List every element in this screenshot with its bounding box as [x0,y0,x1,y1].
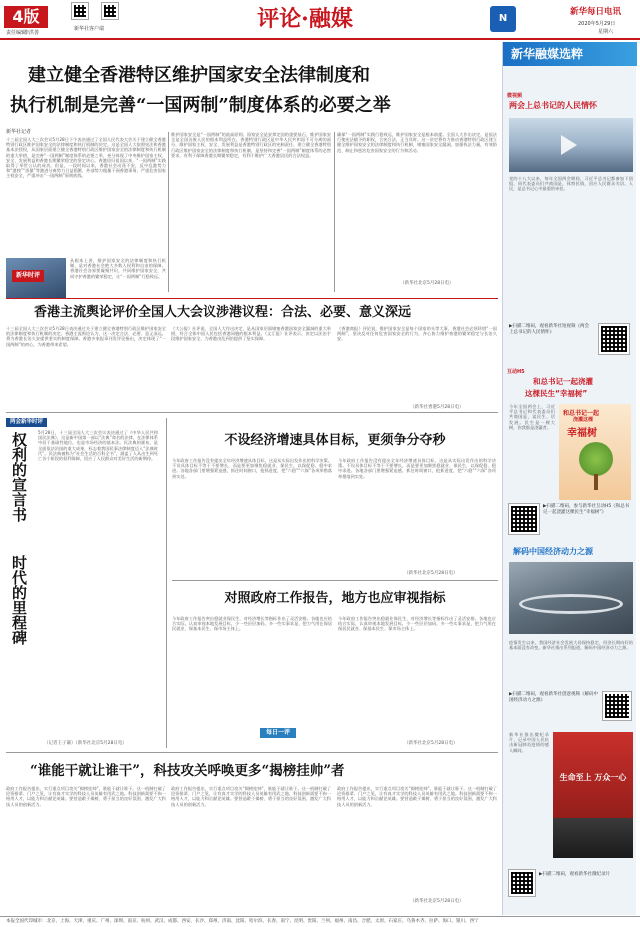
article3-headline: 不设经济增速具体目标，更须争分夺秒 [224,433,446,448]
s2-title-2: 这棵民生“幸福树” [525,389,588,398]
divider [6,412,498,413]
commentary-source: （记者王子谦）（新华社北京5月28日电） [44,741,127,746]
article4-body: 今年政府工作报告突出稳就业保民生，对经济增长等指标作出了灵活安排。各地也应结合实际，认真审视本地发展目标，少一些层层加码，多一些实事求是，把力气用在保居民就业、保基本民生、保市场主体上。 [172,616,332,632]
divider [6,752,498,753]
daily-body-c: 政府工作报告提出，实行重点项目攻关“揭榜挂帅”，谁能干就让谁干。这一机制打破了论资排辈、门户之见，让有真才实学的科技人员英雄有用武之地。科技创新需要不拘一格用人才，以能力和贡献论英雄。要营造敢于揭榜、勇于担当的良好氛围，激发广大科技人员的创新活力。 [337,786,497,807]
lead-headline-1: 建立健全香港特区维护国家安全法律制度和 [28,65,370,86]
s1-qr-caption: ▶扫描二维码，观看新华社短视频《两会上总书记的人民情怀》 [509,324,589,335]
play-icon[interactable] [561,135,577,155]
s2-poster-line1: 和总书记一起 [563,410,600,417]
s3-title: 解码中国经济动力之源 [513,547,593,556]
tree-trunk [594,474,598,490]
s4-body: 新华社推出微纪录片，记录中国人民抗击新冠肺炎疫情的感人瞬间。 [509,732,549,753]
page-number-badge: 4版 [4,6,48,28]
masthead-qr-icon[interactable] [72,3,88,19]
divider [334,132,335,292]
issue-date: 2020年5月29日 [578,21,616,27]
s3-qr-caption: ▶扫描二维码，观看新华社创意视频《解码中国经济动力之源》 [509,692,598,703]
footer: 本报全国代印城市：北京、上海、天津、重庆、广州、深圳、南京、杭州、武汉、成都、西安、长沙、郑州、济南、沈阳、哈尔滨、长春、南宁、昆明、贵阳、兰州、福州、南昌、合肥、太原、石家庄、乌鲁木齐、拉萨、海口、银川、西宁 [0,916,640,927]
s2-poster-line2: 浇灌这棵 [573,417,594,423]
commentary-title-2: 时代的里程碑 [10,555,28,645]
article3-source: （新华社北京5月28日电） [404,571,458,576]
sidebar [502,42,636,915]
section-title: 评论·融媒 [257,6,353,32]
lead-col-c: 确保“一国两制”实践行稳致远，维护国家安全是根本前提。全国人大作出决定，是依法行使宪法赋予的职权，合宪合法，正当其时。这一决定将有力推动香港特别行政区建立健全维护国家安全的法律制度和执行机制，堵塞国家安全漏洞，加强执法力量，有效防范、制止和惩治危害国家安全的行为和活动。 [337,132,497,153]
masthead-qr-icon-2[interactable] [102,3,118,19]
daily-body-a: 政府工作报告提出，实行重点项目攻关“揭榜挂帅”，谁能干就让谁干。这一机制打破了论资排辈、门户之见，让有真才实学的科技人员英雄有用武之地。科技创新需要不拘一格用人才，以能力和贡献论英雄。要营造敢于揭榜、勇于担当的良好氛围，激发广大科技人员的创新活力。 [6,786,166,807]
editor-name: 李洪善 [24,30,40,36]
commentary-tag: 两会新华时评 [6,418,47,427]
daily-headline: “谁能干就让谁干”，科技攻关呼唤更多“揭榜挂帅”者 [30,763,345,779]
issue-weekday: 星期六 [598,29,614,35]
article4-body-2: 今年政府工作报告突出稳就业保民生，对经济增长等指标作出了灵活安排。各地也应结合实际，认真审视本地发展目标，少一些层层加码，多一些实事求是，把力气用在保居民就业、保基本民生、保市场主体上。 [338,616,496,632]
s4-qr-caption: ▶扫描二维码，观看新华社微纪录片 [539,872,610,877]
daily-tag: 每日一评 [260,728,296,738]
daily-body-b: 政府工作报告提出，实行重点项目攻关“揭榜挂帅”，谁能干就让谁干。这一机制打破了论资排辈、门户之见，让有真才实学的科技人员英雄有用武之地。科技创新需要不拘一格用人才，以能力和贡献论英雄。要营造敢于揭榜、勇于担当的良好氛围，激发广大科技人员的创新活力。 [171,786,331,807]
article4-headline: 对照政府工作报告，地方也应审视指标 [224,591,446,606]
second-body-c: 《香港商报》评论说，维护国家安全是每个国家的头等大事，香港社会必须珍惜“一国两制”，坚决反对任何危害国家安全的行为，齐心协力维护香港的繁荣稳定与长治久安。 [337,326,497,342]
paper-name: 新华每日电讯 [570,7,622,17]
crowd-shape [553,818,633,858]
s2-qr-icon[interactable] [509,504,539,534]
s2-tag: 互动H5 [507,369,525,375]
divider [172,580,498,581]
s3-image[interactable] [509,562,633,634]
commentary-body: 5月28日，十三届全国人大三次会议表决通过了《中华人民共和国民法典》。这是新中国第一部以“法典”命名的法律，在法律体系中居于基础性地位，也是市场经济的基本法。民法典的颁布，是全面依法治国的重大成果，标志着我国民事法律制度迈入“法典时代”。民法典被称为“社会生活的百科全书”，涵盖了人从出生到死亡各个阶段的权利保障，回应了人民群众对美好生活的新期待。 [38,430,158,462]
divider [166,418,167,748]
s3-body: 疫情发生以来，我国经济社会发展大局保持稳定，经济长期向好的基本面没有改变。新华社推出系列报道，解码中国经济动力之源。 [509,640,633,651]
sidebar-title: 新华融媒选粹 [511,47,584,61]
s1-video-thumbnail[interactable] [509,118,633,172]
masthead [0,0,640,40]
s2-qr-caption: ▶扫描二维码，参与新华社互动H5《和总书记一起浇灌这棵民生“幸福树”》 [543,504,630,515]
article3-body: 今年政府工作报告没有提出全年经济增速具体目标，这是从实际出发作出的科学决策。不设具体目标不等于不要增长，而是要更加聚焦稳就业、保民生，以保促稳、稳中求进。各地各部门要增强紧迫感，抓住时间窗口，抢抓进度，把“六稳”“六保”各项举措落到实处。 [172,458,332,479]
second-source: （新华社香港5月28日电） [410,405,464,410]
s4-poster-title: 生命至上 万众一心 [559,772,627,782]
s2-poster-line3: 幸福树 [567,428,597,439]
highway-shape [519,594,623,614]
s3-qr-icon[interactable] [603,692,631,720]
s2-poster[interactable] [559,404,631,500]
lead-source: （新华社北京5月28日电） [400,281,454,286]
sidebar-header [503,42,637,66]
tree-icon [579,442,613,476]
lead-tag: 新华时评 [12,270,44,282]
lead-photo [6,258,66,298]
s1-qr-icon[interactable] [599,324,629,354]
s2-title-1: 和总书记一起浇灌 [533,377,593,386]
s4-poster[interactable] [553,732,633,858]
s2-body: 今年全国两会上，习近平总书记和代表委员们共商国是，谈民生、话发展。民生是一棵大树，你我都是浇灌者。 [509,404,555,430]
paper-logo-icon: N [490,6,516,32]
lead-byline: 新华社记者 [6,129,32,135]
second-body-a: 十三届全国人大三次会议5月28日表决通过关于建立健全香港特别行政区维护国家安全的法律制度和执行机制的决定。香港主流舆论认为，这一决定合法、必要、意义深远，将为香港长治久安提供坚实的制度保障。香港多家报章刊发评论指出，决定体现了“一国两制”的初心，为香港带来希望。 [6,326,166,347]
divider [168,132,169,292]
editor-label: 责任编辑 [6,30,27,36]
lead-col-b: 维护国家安全是“一国两制”的最高原则。国家安全是安邦定国的重要基石，维护国家安全是全国各族人民的根本利益所在。香港特别行政区是中华人民共和国不可分离的部分，维护国家主权、安全、发展利益是香港特别行政区的宪制责任。建立健全香港特别行政区维护国家安全的法律制度和执行机制，是坚持和完善“一国两制”制度体系的必然要求，有利于保障香港长期繁荣稳定，有利于维护广大香港居民的合法权益。 [171,132,331,158]
s1-body: 党的十八大以来，每年全国两会期间，习近平总书记都参加下团组，同代表委员们共商国是，体察民情，回应人民群众关切。人民，是总书记心中最重的牵挂。 [509,176,633,192]
lead-col-a: 十三届全国人大三次会议5月28日下午表决通过了全国人民代表大会关于建立健全香港特别行政区维护国家安全的法律制度和执行机制的决定。这是全国人大依照宪法和香港基本法授权，从国家层面建立健全香港特别行政区维护国家安全的法律制度和执行机制的重大举措，是完善“一国两制”制度体系的必要之举，充分体现了中央维护国家主权、安全、发展利益和香港长期繁荣稳定的坚定决心。香港回归祖国以来，“一国两制”实践取得了举世公认的成功。但是，一段时间以来，香港社会动荡不安，反中乱港势力和“港独”“黑暴”等激进分离势力日益猖獗，外部势力粗暴干预香港事务，严重危害国家主权安全，严重冲击“一国两制”原则底线。 [6,137,166,179]
app-label: 新华社客户端 [74,26,105,32]
s4-qr-icon[interactable] [509,870,535,896]
lead-headline-2: 执行机制是完善“一国两制”制度体系的必要之举 [10,95,391,116]
second-headline: 香港主流舆论评价全国人大会议涉港议程：合法、必要、意义深远 [34,305,412,320]
s1-title: 两会上总书记的人民情怀 [509,101,597,110]
article3-body-2: 今年政府工作报告没有提出全年经济增速具体目标，这是从实际出发作出的科学决策。不设具体目标不等于不要增长，而是要更加聚焦稳就业、保民生，以保促稳、稳中求进。各地各部门要增强紧迫感，抓住时间窗口，抢抓进度，把“六稳”“六保”各项举措落到实处。 [338,458,496,479]
second-body-b: 《大公报》社评说，全国人大作出决定，是从国家层面堵塞香港国家安全漏洞的重大举措，符合全体中国人民包括香港同胞的根本利益。《文汇报》社评表示，决定以法治手段维护国家安全，为香港由乱到治提供了坚实保障。 [171,326,331,342]
divider [6,298,498,299]
s1-tag: 微视频 [507,93,523,99]
daily-source: （新华社北京5月28日电） [410,899,464,904]
lead-col-a2: 从根本上讲，维护国家安全的法律制度和执行机制，是对香港社会绝大多数人权利和自由的保障。香港社会各界要凝聚共识，共同维护国家安全，共同守护香港的繁荣稳定，让“一国两制”行稳致远。 [70,258,166,279]
commentary-title-1: 权利的宣言书 [10,432,28,522]
article4-source: （新华社北京5月28日电） [404,741,458,746]
